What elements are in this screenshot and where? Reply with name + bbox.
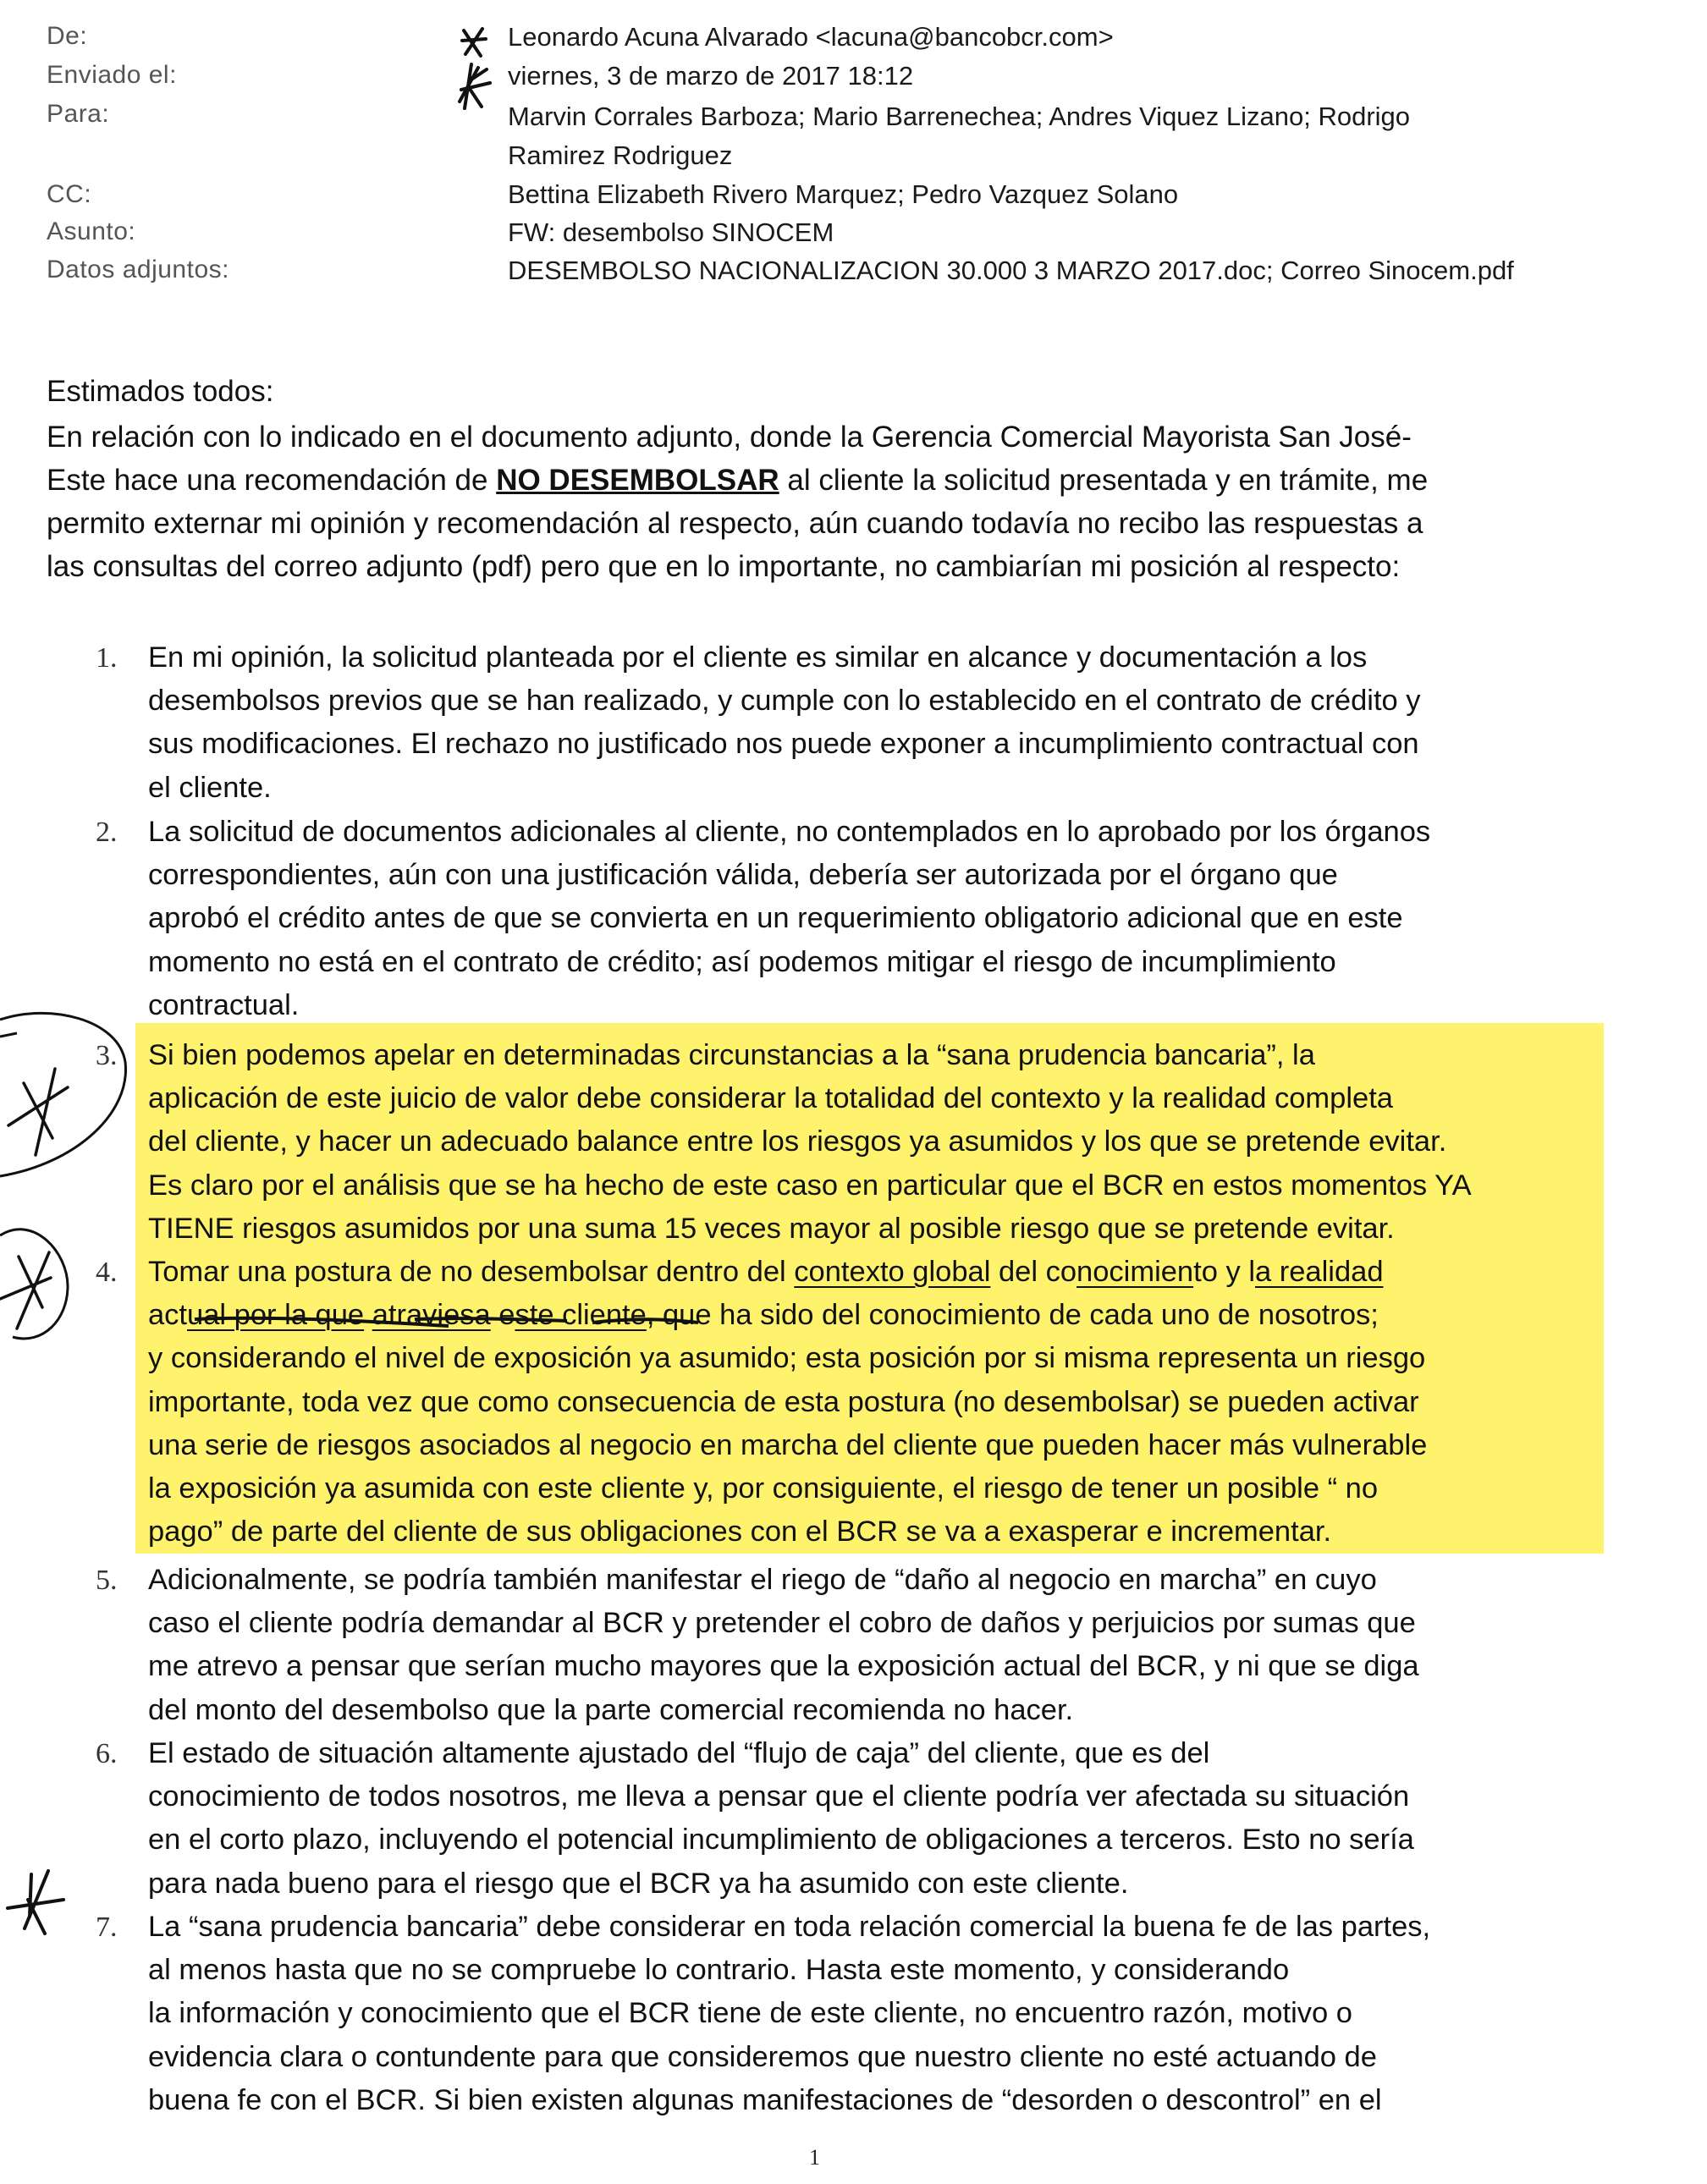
item-line: caso el cliente podría demandar al BCR y pretender el cobro de daños y perjuicios por sumas que [148,1607,1416,1640]
handwritten-asterisk-icon [453,61,495,112]
item-line: TIENE riesgos asumidos por una suma 15 veces mayor al posible riesgo que se pretende evitar. [148,1212,1395,1245]
item-line: la exposición ya asumida con este cliente y, por consiguiente, el riesgo de tener un posible “ no [148,1472,1379,1505]
item-line: La solicitud de documentos adicionales al cliente, no contemplados en lo aprobado por los órganos [148,816,1431,848]
handwritten-underline-text: ual por la que [187,1299,365,1332]
sent-label: Enviado el: [47,61,177,89]
item-line: Adicionalmente, se podría también manifestar el riego de “daño al negocio en marcha” en cuyo [148,1564,1377,1596]
item-line: Es claro por el análisis que se ha hecho de este caso en particular que el BCR en estos momentos YA [148,1169,1472,1202]
item-line: El estado de situación altamente ajustado del “flujo de caja” del cliente, que es del [148,1737,1210,1769]
item-number: 5. [96,1565,118,1596]
intro-paragraph [47,415,1428,588]
item-line: buena fe con el BCR. Si bien existen algunas manifestaciones de “desorden o descontrol” en el [148,2083,1382,2116]
item-text [148,811,1430,1027]
intro-line-2-start: Este hace una recomendación de [47,464,497,497]
item-line: una serie de riesgos asociados al negocio en marcha del cliente que pueden hacer más vulnerable [148,1428,1428,1461]
text-segment: e [490,1299,515,1332]
item-line: para nada bueno para el riesgo que el BCR ya ha asumido con este cliente. [148,1867,1129,1900]
handwritten-underline-text: ste cliente [515,1299,647,1332]
item-line: me atrevo a pensar que serían mucho mayores que la exposición actual del BCR, y ni que se diga [148,1650,1419,1683]
item-line: aplicación de este juicio de valor debe considerar la totalidad del contexto y la realidad completa [148,1082,1393,1115]
page-number: 1 [809,2145,820,2170]
handwritten-asterisk-icon [457,25,491,59]
item-line [148,1251,1427,1294]
from-value[interactable]: Leonardo Acuna Alvarado <lacuna@bancobcr.com> [508,22,1114,52]
item-text [148,1251,1427,1554]
to-label: Para: [47,100,110,128]
item-line: al menos hasta que no se compruebe lo contrario. Hasta este momento, y considerando [148,1954,1290,1987]
handwritten-circled-asterisk-icon [0,1003,135,1180]
item-text [148,1906,1430,2122]
handwritten-underline-text: a realidad [1254,1256,1384,1288]
item-line: y considerando el nivel de exposición ya asumido; esta posición por si misma representa un riesgo [148,1342,1426,1375]
item-line: contractual. [148,988,300,1021]
intro-line-1: En relación con lo indicado en el documento adjunto, donde la Gerencia Comercial Mayorista San José- [47,421,1412,454]
text-segment: , que ha sido del conocimiento de cada uno de nosotros; [646,1299,1379,1332]
item-line: aprobó el crédito antes de que se convierta en un requerimiento obligatorio adicional que en este [148,902,1403,935]
item-line: desembolsos previos que se han realizado, y cumple con lo establecido en el contrato de crédito y [148,685,1421,718]
item-line: correspondientes, aún con una justificación válida, debería ser autorizada por el órgano que [148,859,1338,892]
handwritten-circled-asterisk-icon [0,1219,85,1345]
to-value-line1: Marvin Corrales Barboza; Mario Barrenechea; Andres Viquez Lizano; Rodrigo [508,102,1411,131]
item-line: la información y conocimiento que el BCR tiene de este cliente, no encuentro razón, motivo o [148,1997,1352,2030]
item-line: del cliente, y hacer un adecuado balance entre los riesgos ya asumidos y los que se pretende evitar. [148,1125,1447,1158]
intro-line-2 [47,459,1428,502]
item-line: La “sana prudencia bancaria” debe considerar en toda relación comercial la buena fe de las partes, [148,1911,1431,1943]
text-segment: del co [990,1256,1077,1288]
text-segment: to y l [1193,1256,1255,1288]
attachments-label: Datos adjuntos: [47,256,229,283]
handwritten-underline-text: atraviesa [372,1299,491,1332]
item-line: el cliente. [148,771,272,804]
item-line: pago” de parte del cliente de sus obligaciones con el BCR se va a exasperar e incrementar. [148,1516,1332,1549]
handwritten-underline-text: nocimien [1077,1256,1194,1288]
text-segment: act [148,1299,188,1332]
item-line: del monto del desembolso que la parte comercial recomienda no hacer. [148,1693,1074,1726]
item-number: 4. [96,1257,118,1288]
text-segment: Tomar una postura de no desembolsar dentro del [148,1256,795,1288]
handwritten-underline-text: contexto global [794,1256,991,1288]
item-number: 7. [96,1912,118,1943]
from-label: De: [47,22,88,50]
subject-value: FW: desembolso SINOCEM [508,217,834,247]
sent-value: viernes, 3 de marzo de 2017 18:12 [508,61,914,91]
item-text [148,1732,1414,1906]
item-line: en el corto plazo, incluyendo el potencial incumplimiento de obligaciones a terceros. Esto no sería [148,1824,1414,1857]
item-line: Si bien podemos apelar en determinadas circunstancias a la “sana prudencia bancaria”, la [148,1039,1315,1071]
cc-label: CC: [47,180,92,208]
subject-label: Asunto: [47,217,136,245]
cc-value: Bettina Elizabeth Rivero Marquez; Pedro Vazquez Solano [508,179,1179,209]
item-line: importante, toda vez que como consecuencia de esta postura (no desembolsar) se pueden activar [148,1385,1419,1418]
item-line: conocimiento de todos nosotros, me lleva a pensar que el cliente podría ver afectada su situación [148,1780,1410,1813]
item-line: evidencia clara o contundente para que consideremos que nuestro cliente no esté actuando de [148,2040,1377,2073]
item-line: sus modificaciones. El rechazo no justificado nos puede exponer a incumplimiento contractual con [148,728,1419,761]
item-text [148,636,1421,810]
to-value-line2: Ramirez Rodriguez [508,140,733,170]
item-line: En mi opinión, la solicitud planteada por el cliente es similar en alcance y documentación a los [148,641,1368,674]
item-number: 3. [96,1040,118,1071]
intro-line-3: permito externar mi opinión y recomendación al respecto, aún cuando todavía no recibo las respuestas a [47,507,1423,540]
intro-line-2-end: al cliente la solicitud presentada y en trámite, me [779,464,1429,497]
item-number: 2. [96,817,118,848]
handwritten-underline-strokes [144,1316,1583,1341]
no-desembolsar-emphasis: NO DESEMBOLSAR [496,464,779,497]
item-number: 1. [96,642,118,674]
handwritten-asterisk-icon [4,1866,72,1942]
intro-line-4: las consultas del correo adjunto (pdf) pero que en lo importante, no cambiarían mi posición al respecto: [47,550,1401,583]
item-text [148,1559,1419,1732]
item-text [148,1034,1472,1251]
item-line: momento no está en el contrato de crédito; así podemos mitigar el riesgo de incumplimiento [148,945,1336,978]
item-number: 6. [96,1738,118,1769]
attachments-value[interactable]: DESEMBOLSO NACIONALIZACION 30.000 3 MARZO 2017.doc; Correo Sinocem.pdf [508,256,1514,285]
greeting: Estimados todos: [47,375,274,408]
